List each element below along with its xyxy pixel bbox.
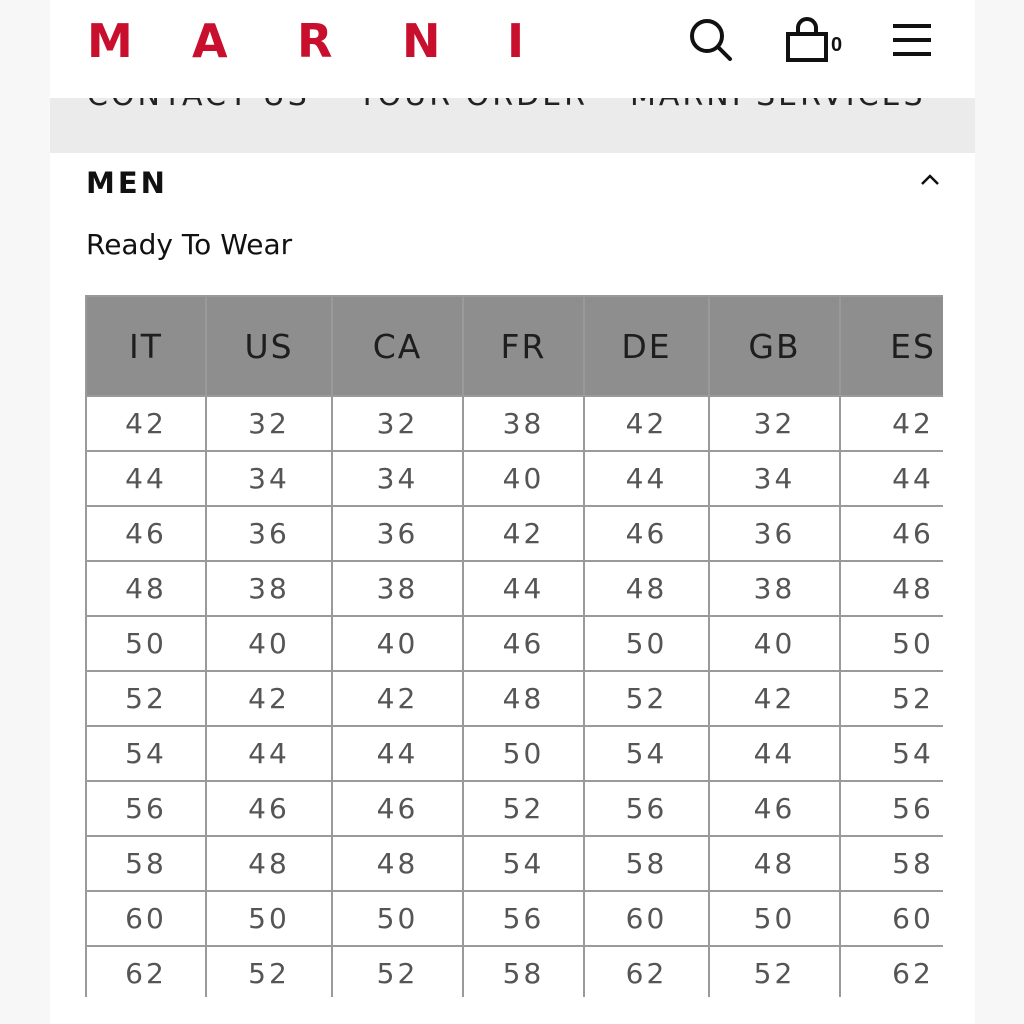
size-table-body <box>86 396 943 997</box>
table-row <box>86 836 943 891</box>
size-table-header-row <box>86 296 943 396</box>
table-cell: 52 <box>86 671 206 726</box>
table-cell: 48 <box>463 671 584 726</box>
table-cell: 54 <box>840 726 943 781</box>
table-row <box>86 616 943 671</box>
table-cell: 52 <box>840 671 943 726</box>
site-header <box>50 0 975 98</box>
logo-letter: A <box>192 14 228 68</box>
shopping-bag-icon <box>783 16 831 64</box>
table-cell: 58 <box>584 836 709 891</box>
table-cell: 48 <box>840 561 943 616</box>
table-cell: 36 <box>709 506 840 561</box>
table-cell: 50 <box>332 891 463 946</box>
logo-letter: N <box>402 14 441 68</box>
table-cell: 62 <box>584 946 709 997</box>
table-cell: 54 <box>584 726 709 781</box>
table-cell: 32 <box>709 396 840 451</box>
table-row <box>86 891 943 946</box>
table-cell: 52 <box>709 946 840 997</box>
table-cell: 42 <box>709 671 840 726</box>
table-cell: 50 <box>86 616 206 671</box>
table-cell: 42 <box>206 671 332 726</box>
bag-count: 0 <box>831 34 843 56</box>
table-cell: 56 <box>86 781 206 836</box>
table-cell: 32 <box>332 396 463 451</box>
column-header-ca: CA <box>332 296 463 396</box>
table-cell: 60 <box>840 891 943 946</box>
table-cell: 58 <box>840 836 943 891</box>
logo-letter: M <box>87 14 133 68</box>
table-cell: 42 <box>463 506 584 561</box>
table-cell: 46 <box>584 506 709 561</box>
column-header-gb: GB <box>709 296 840 396</box>
table-cell: 48 <box>206 836 332 891</box>
shopping-bag-button[interactable] <box>783 16 847 64</box>
hamburger-menu-icon <box>888 16 936 64</box>
table-cell: 48 <box>709 836 840 891</box>
table-cell: 52 <box>332 946 463 997</box>
table-cell: 50 <box>584 616 709 671</box>
table-cell: 40 <box>709 616 840 671</box>
table-row <box>86 506 943 561</box>
table-cell: 42 <box>332 671 463 726</box>
table-cell: 42 <box>584 396 709 451</box>
table-cell: 46 <box>86 506 206 561</box>
size-table-container[interactable] <box>85 295 943 997</box>
table-cell: 54 <box>86 726 206 781</box>
collapse-section-button[interactable] <box>914 166 946 194</box>
table-cell: 46 <box>463 616 584 671</box>
size-guide-page <box>50 0 975 1024</box>
table-row <box>86 561 943 616</box>
column-header-es: ES <box>840 296 943 396</box>
table-cell: 50 <box>206 891 332 946</box>
table-cell: 62 <box>86 946 206 997</box>
table-cell: 44 <box>332 726 463 781</box>
table-cell: 48 <box>86 561 206 616</box>
table-cell: 44 <box>840 451 943 506</box>
table-cell: 50 <box>709 891 840 946</box>
column-header-fr: FR <box>463 296 584 396</box>
table-cell: 44 <box>584 451 709 506</box>
table-cell: 34 <box>709 451 840 506</box>
section-subtitle: Ready To Wear <box>86 228 293 261</box>
table-cell: 42 <box>840 396 943 451</box>
table-cell: 46 <box>332 781 463 836</box>
table-cell: 46 <box>840 506 943 561</box>
table-cell: 56 <box>463 891 584 946</box>
table-cell: 40 <box>463 451 584 506</box>
table-cell: 36 <box>332 506 463 561</box>
size-table <box>85 295 943 997</box>
table-cell: 60 <box>86 891 206 946</box>
table-cell: 44 <box>709 726 840 781</box>
table-row <box>86 396 943 451</box>
table-cell: 40 <box>332 616 463 671</box>
table-cell: 48 <box>584 561 709 616</box>
table-cell: 34 <box>206 451 332 506</box>
table-cell: 54 <box>463 836 584 891</box>
table-cell: 44 <box>206 726 332 781</box>
table-cell: 58 <box>86 836 206 891</box>
marni-logo[interactable] <box>87 14 537 68</box>
table-cell: 34 <box>332 451 463 506</box>
table-cell: 50 <box>463 726 584 781</box>
table-cell: 46 <box>206 781 332 836</box>
table-cell: 44 <box>463 561 584 616</box>
table-cell: 62 <box>840 946 943 997</box>
table-cell: 60 <box>584 891 709 946</box>
table-cell: 38 <box>709 561 840 616</box>
table-cell: 46 <box>709 781 840 836</box>
table-cell: 52 <box>206 946 332 997</box>
table-row <box>86 946 943 997</box>
logo-letter: R <box>297 14 333 68</box>
section-title: MEN <box>86 166 168 200</box>
table-cell: 38 <box>463 396 584 451</box>
table-cell: 56 <box>584 781 709 836</box>
column-header-it: IT <box>86 296 206 396</box>
table-cell: 40 <box>206 616 332 671</box>
table-cell: 56 <box>840 781 943 836</box>
table-row <box>86 781 943 836</box>
table-cell: 38 <box>206 561 332 616</box>
table-cell: 52 <box>584 671 709 726</box>
logo-letter: I <box>507 14 525 68</box>
search-button[interactable] <box>687 16 735 64</box>
chevron-up-icon <box>914 166 946 194</box>
table-cell: 58 <box>463 946 584 997</box>
table-cell: 52 <box>463 781 584 836</box>
table-row <box>86 671 943 726</box>
column-header-us: US <box>206 296 332 396</box>
table-cell: 42 <box>86 396 206 451</box>
table-row <box>86 726 943 781</box>
table-cell: 38 <box>332 561 463 616</box>
table-cell: 36 <box>206 506 332 561</box>
table-cell: 32 <box>206 396 332 451</box>
menu-button[interactable] <box>888 16 936 64</box>
search-icon <box>687 16 735 64</box>
table-cell: 50 <box>840 616 943 671</box>
table-cell: 48 <box>332 836 463 891</box>
table-row <box>86 451 943 506</box>
column-header-de: DE <box>584 296 709 396</box>
table-cell: 44 <box>86 451 206 506</box>
